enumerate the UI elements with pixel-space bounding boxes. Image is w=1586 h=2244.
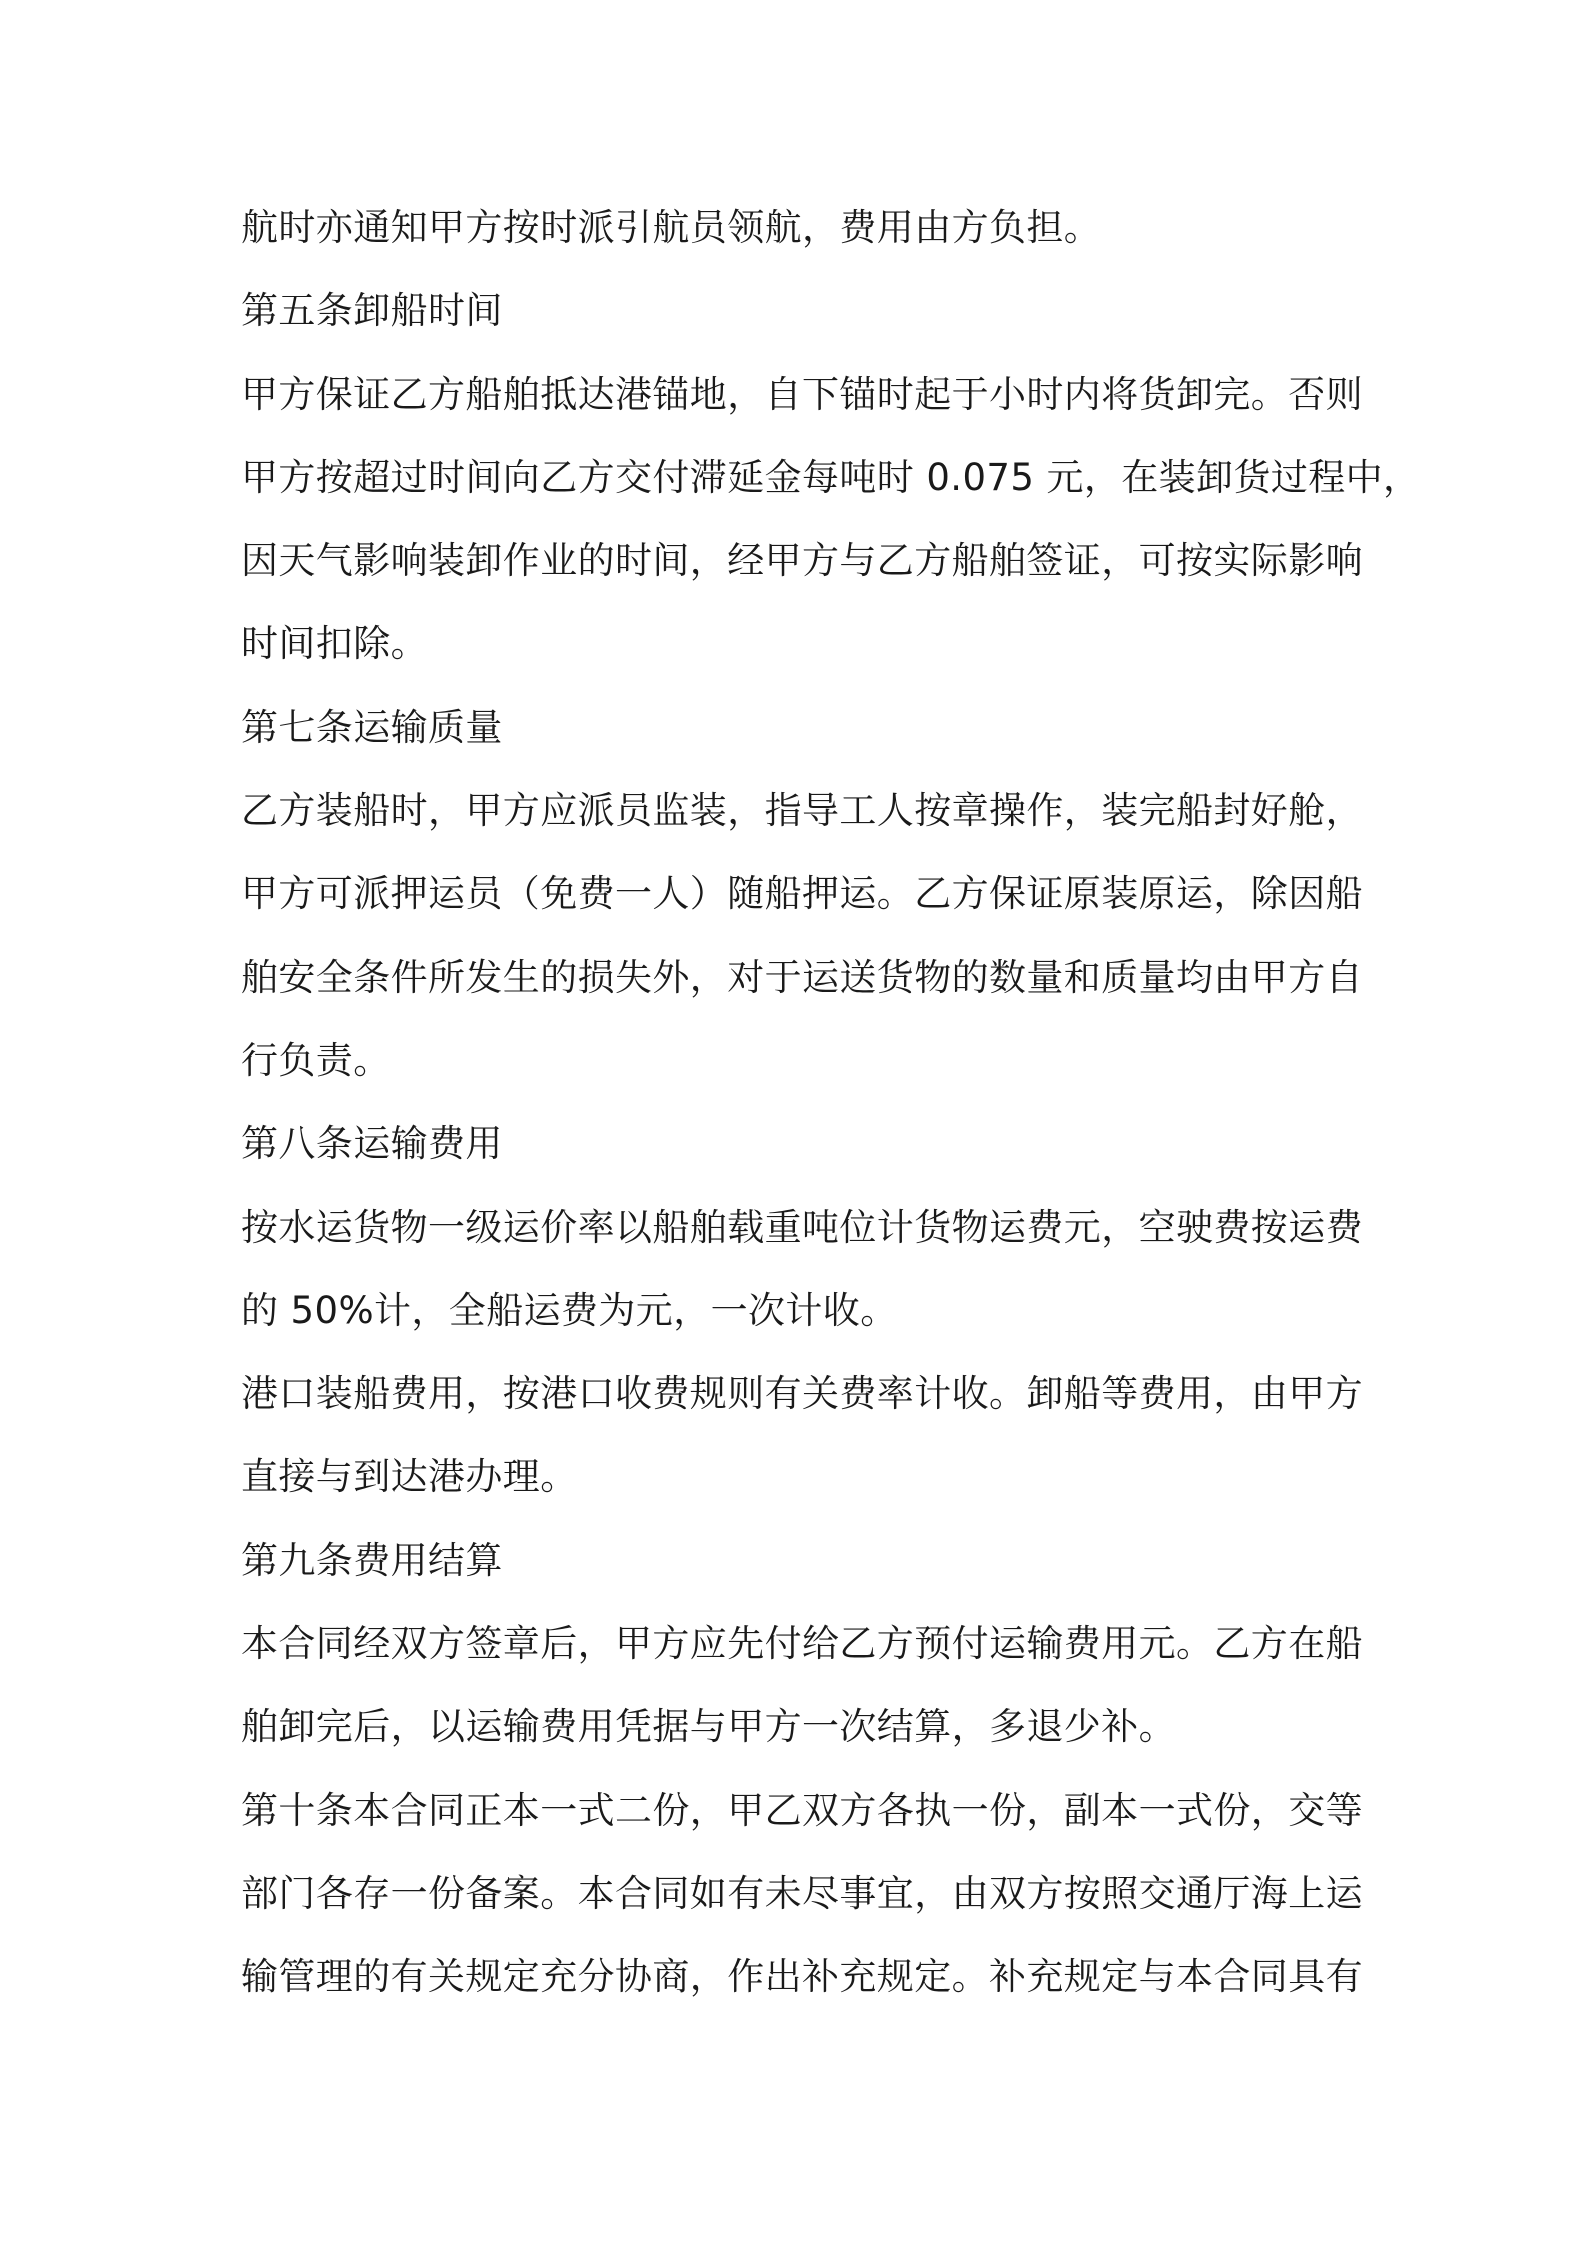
text-line: 乙方装船时，甲方应派员监装，指导工人按章操作，装完船封好舱，: [241, 789, 1363, 833]
text-line: 行负责。: [241, 1038, 391, 1082]
text-line: 甲方按超过时间向乙方交付滞延金每吨时 0.075 元，在装卸货过程中，: [241, 455, 1421, 499]
text-line: 直接与到达港办理。: [241, 1455, 578, 1499]
text-line: 甲方保证乙方船舶抵达港锚地，自下锚时起于小时内将货卸完。否则: [241, 372, 1363, 416]
document-body: [241, 197, 1421, 2030]
section-heading-article-8: 第八条运输费用: [241, 1122, 503, 1166]
section-heading-article-5: 第五条卸船时间: [241, 289, 503, 333]
text-line: 第十条本合同正本一式二份，甲乙双方各执一份，副本一式份，交等: [241, 1788, 1363, 1832]
text-line: 时间扣除。: [241, 622, 428, 666]
text-line: 本合同经双方签章后，甲方应先付给乙方预付运输费用元。乙方在船: [241, 1622, 1363, 1666]
text-line: 部门各存一份备案。本合同如有未尽事宜，由双方按照交通厅海上运: [241, 1871, 1363, 1915]
text-line: 因天气影响装卸作业的时间，经甲方与乙方船舶签证，可按实际影响: [241, 539, 1363, 583]
section-heading-article-7: 第七条运输质量: [241, 705, 503, 749]
text-line: 舶卸完后，以运输费用凭据与甲方一次结算，多退少补。: [241, 1705, 1176, 1749]
text-line: 港口装船费用，按港口收费规则有关费率计收。卸船等费用，由甲方: [241, 1372, 1363, 1416]
text-line: 航时亦通知甲方按时派引航员领航，费用由方负担。: [241, 206, 1102, 249]
text-line: 输管理的有关规定充分协商，作出补充规定。补充规定与本合同具有: [241, 1955, 1363, 1999]
text-line: 甲方可派押运员（免费一人）随船押运。乙方保证原装原运，除因船: [241, 872, 1363, 916]
text-line: 按水运货物一级运价率以船舶载重吨位计货物运费元，空驶费按运费: [241, 1205, 1363, 1249]
section-heading-article-9: 第九条费用结算: [241, 1538, 503, 1582]
text-line: 舶安全条件所发生的损失外，对于运送货物的数量和质量均由甲方自: [241, 955, 1363, 999]
text-line: 的 50%计，全船运费为元，一次计收。: [241, 1288, 898, 1332]
